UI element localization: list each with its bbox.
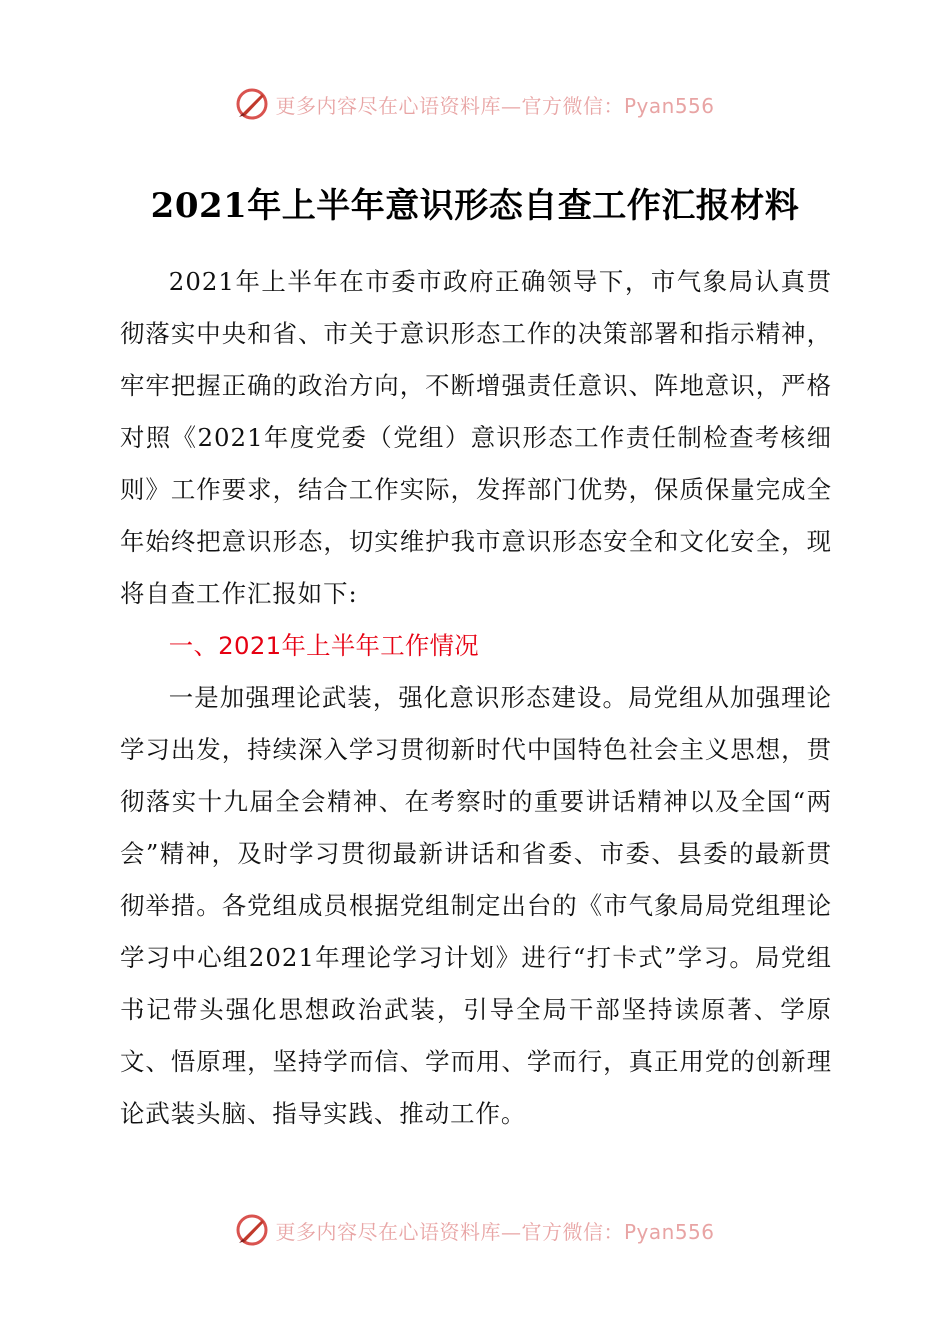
header-watermark [0,84,950,124]
document-body [120,256,832,1140]
section-heading: 一、2021年上半年工作情况 [168,631,479,660]
watermark-text: 更多内容尽在心语资料库—官方微信：Pyan556 [275,1219,715,1244]
intro-paragraph: 2021年上半年在市委市政府正确领导下，市气象局认真贯彻落实中央和省、市关于意识形态工作的决策部署和指示精神，牢牢把握正确的政治方向，不断增强责任意识、阵地意识，严格对照《2021年度党委（党组）意识形态工作责任制检查考核细则》工作要求，结合工作实际，发挥部门优势，保质保量完成全年始终把意识形态，切实维护我市意识形态安全和文化安全，现将自查工作汇报如下: [120,267,832,608]
watermark-text: 更多内容尽在心语资料库—官方微信：Pyan556 [275,93,715,118]
quill-pen-logo-icon [235,87,269,121]
section-paragraph: 一是加强理论武装，强化意识形态建设。局党组从加强理论学习出发，持续深入学习贯彻新时代中国特色社会主义思想，贯彻落实十九届全会精神、在考察时的重要讲话精神以及全国“两会”精神，及时学习贯彻最新讲话和省委、市委、县委的最新贯彻举措。各党组成员根据党组制定出台的《市气象局局党组理论学习中心组2021年理论学习计划》进行“打卡式”学习。局党组书记带头强化思想政治武装，引导全局干部坚持读原著、学原文、悟原理，坚持学而信、学而用、学而行，真正用党的创新理论武装头脑、指导实践、推动工作。 [120,683,832,1128]
footer-watermark [0,1210,950,1250]
quill-pen-logo-icon [235,1213,269,1247]
document-title: 2021年上半年意识形态自查工作汇报材料 [150,186,800,226]
